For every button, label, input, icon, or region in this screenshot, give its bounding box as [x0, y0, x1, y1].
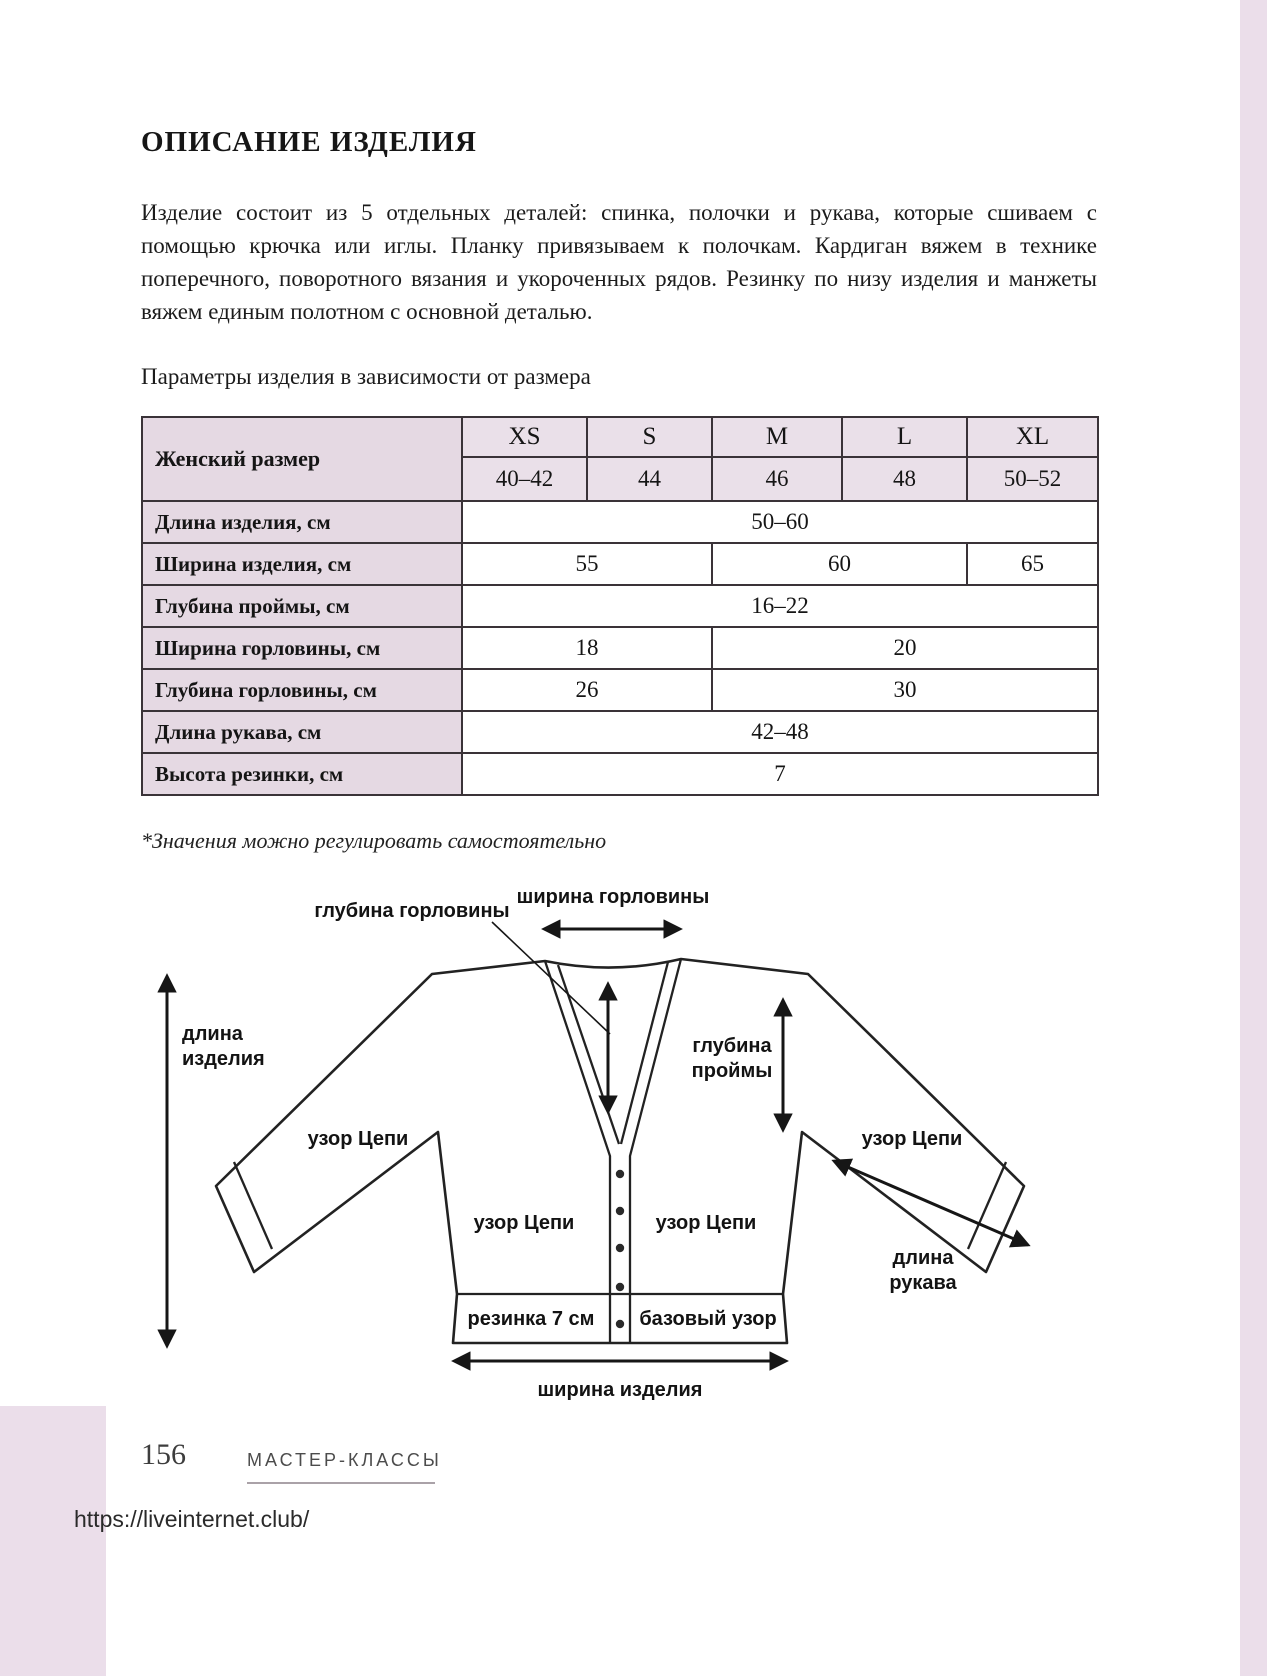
table-row: [142, 627, 1098, 669]
product-description: Изделие состоит из 5 отдельных деталей: спинка, полочки и рукава, которые сшиваем с помощью крючка или иглы. Планку привязываем к полочкам. Кардиган вяжем в технике поперечного, поворотного вязания и укороченных рядов. Резинку по низу изделия и манжеты вяжем единым полотном с основной деталью.: [141, 200, 1097, 324]
table-caption: Параметры изделия в зависимости от размера: [141, 364, 591, 389]
row-label: Ширина изделия, см: [142, 543, 462, 585]
size-header: M: [712, 417, 842, 457]
row-value: 18: [462, 627, 712, 669]
table-row: [142, 669, 1098, 711]
section-rule: [247, 1482, 435, 1484]
chain-pattern-label-right-sleeve: узор Цепи: [861, 1128, 963, 1150]
row-label: Ширина горловины, см: [142, 627, 462, 669]
cardigan-diagram: [140, 872, 1105, 1417]
page-title: ОПИСАНИЕ ИЗДЕЛИЯ: [141, 126, 477, 158]
button: [616, 1170, 624, 1178]
ribbing-label: резинка 7 см: [467, 1308, 595, 1330]
product-width-label: ширина изделия: [537, 1379, 703, 1401]
table-row: [142, 501, 1098, 543]
row-value: 50–60: [462, 501, 1098, 543]
neck-width-label: ширина горловины: [516, 886, 710, 908]
size-number: 46: [712, 457, 842, 501]
button: [616, 1244, 624, 1252]
main-content: [141, 126, 1097, 854]
row-label: Глубина горловины, см: [142, 669, 462, 711]
chain-pattern-label-right-front: узор Цепи: [655, 1212, 757, 1234]
watermark-url: https://liveinternet.club/: [74, 1506, 310, 1532]
table-corner-label: Женский размер: [142, 417, 462, 501]
cardigan-schematic-svg: [140, 872, 1105, 1417]
size-number: 50–52: [967, 457, 1098, 501]
row-value: 7: [462, 753, 1098, 795]
row-value: 30: [712, 669, 1098, 711]
button: [616, 1283, 624, 1291]
size-header: L: [842, 417, 967, 457]
product-length-label: длина изделия: [182, 1023, 265, 1070]
section-label: МАСТЕР-КЛАССЫ: [247, 1450, 442, 1470]
row-value: 16–22: [462, 585, 1098, 627]
armhole-depth-label: глубина проймы: [691, 1035, 773, 1082]
size-number: 44: [587, 457, 712, 501]
size-number: 40–42: [462, 457, 587, 501]
table-row: [142, 711, 1098, 753]
row-label: Длина изделия, см: [142, 501, 462, 543]
row-value: 26: [462, 669, 712, 711]
adjustment-note: *Значения можно регулировать самостоятельно: [141, 828, 607, 853]
size-header: XS: [462, 417, 587, 457]
table-row: [142, 543, 1098, 585]
size-table: [141, 416, 1099, 796]
row-value: 65: [967, 543, 1098, 585]
row-label: Длина рукава, см: [142, 711, 462, 753]
table-row: [142, 753, 1098, 795]
right-edge-strip: [1240, 0, 1267, 1676]
row-value: 55: [462, 543, 712, 585]
table-row: [142, 417, 1098, 457]
chain-pattern-label-left-front: узор Цепи: [473, 1212, 575, 1234]
row-label: Глубина проймы, см: [142, 585, 462, 627]
page-number: 156: [141, 1438, 186, 1471]
size-header: XL: [967, 417, 1098, 457]
table-row: [142, 585, 1098, 627]
neck-depth-label: глубина горловины: [314, 900, 510, 922]
base-pattern-label: базовый узор: [639, 1308, 777, 1330]
row-value: 42–48: [462, 711, 1098, 753]
button: [616, 1207, 624, 1215]
footer-accent-block: [0, 1406, 106, 1676]
button: [616, 1320, 624, 1328]
row-value: 20: [712, 627, 1098, 669]
chain-pattern-label-left-sleeve: узор Цепи: [307, 1128, 409, 1150]
size-header: S: [587, 417, 712, 457]
size-number: 48: [842, 457, 967, 501]
row-value: 60: [712, 543, 967, 585]
sleeve-length-label: длина рукава: [889, 1247, 957, 1294]
row-label: Высота резинки, см: [142, 753, 462, 795]
